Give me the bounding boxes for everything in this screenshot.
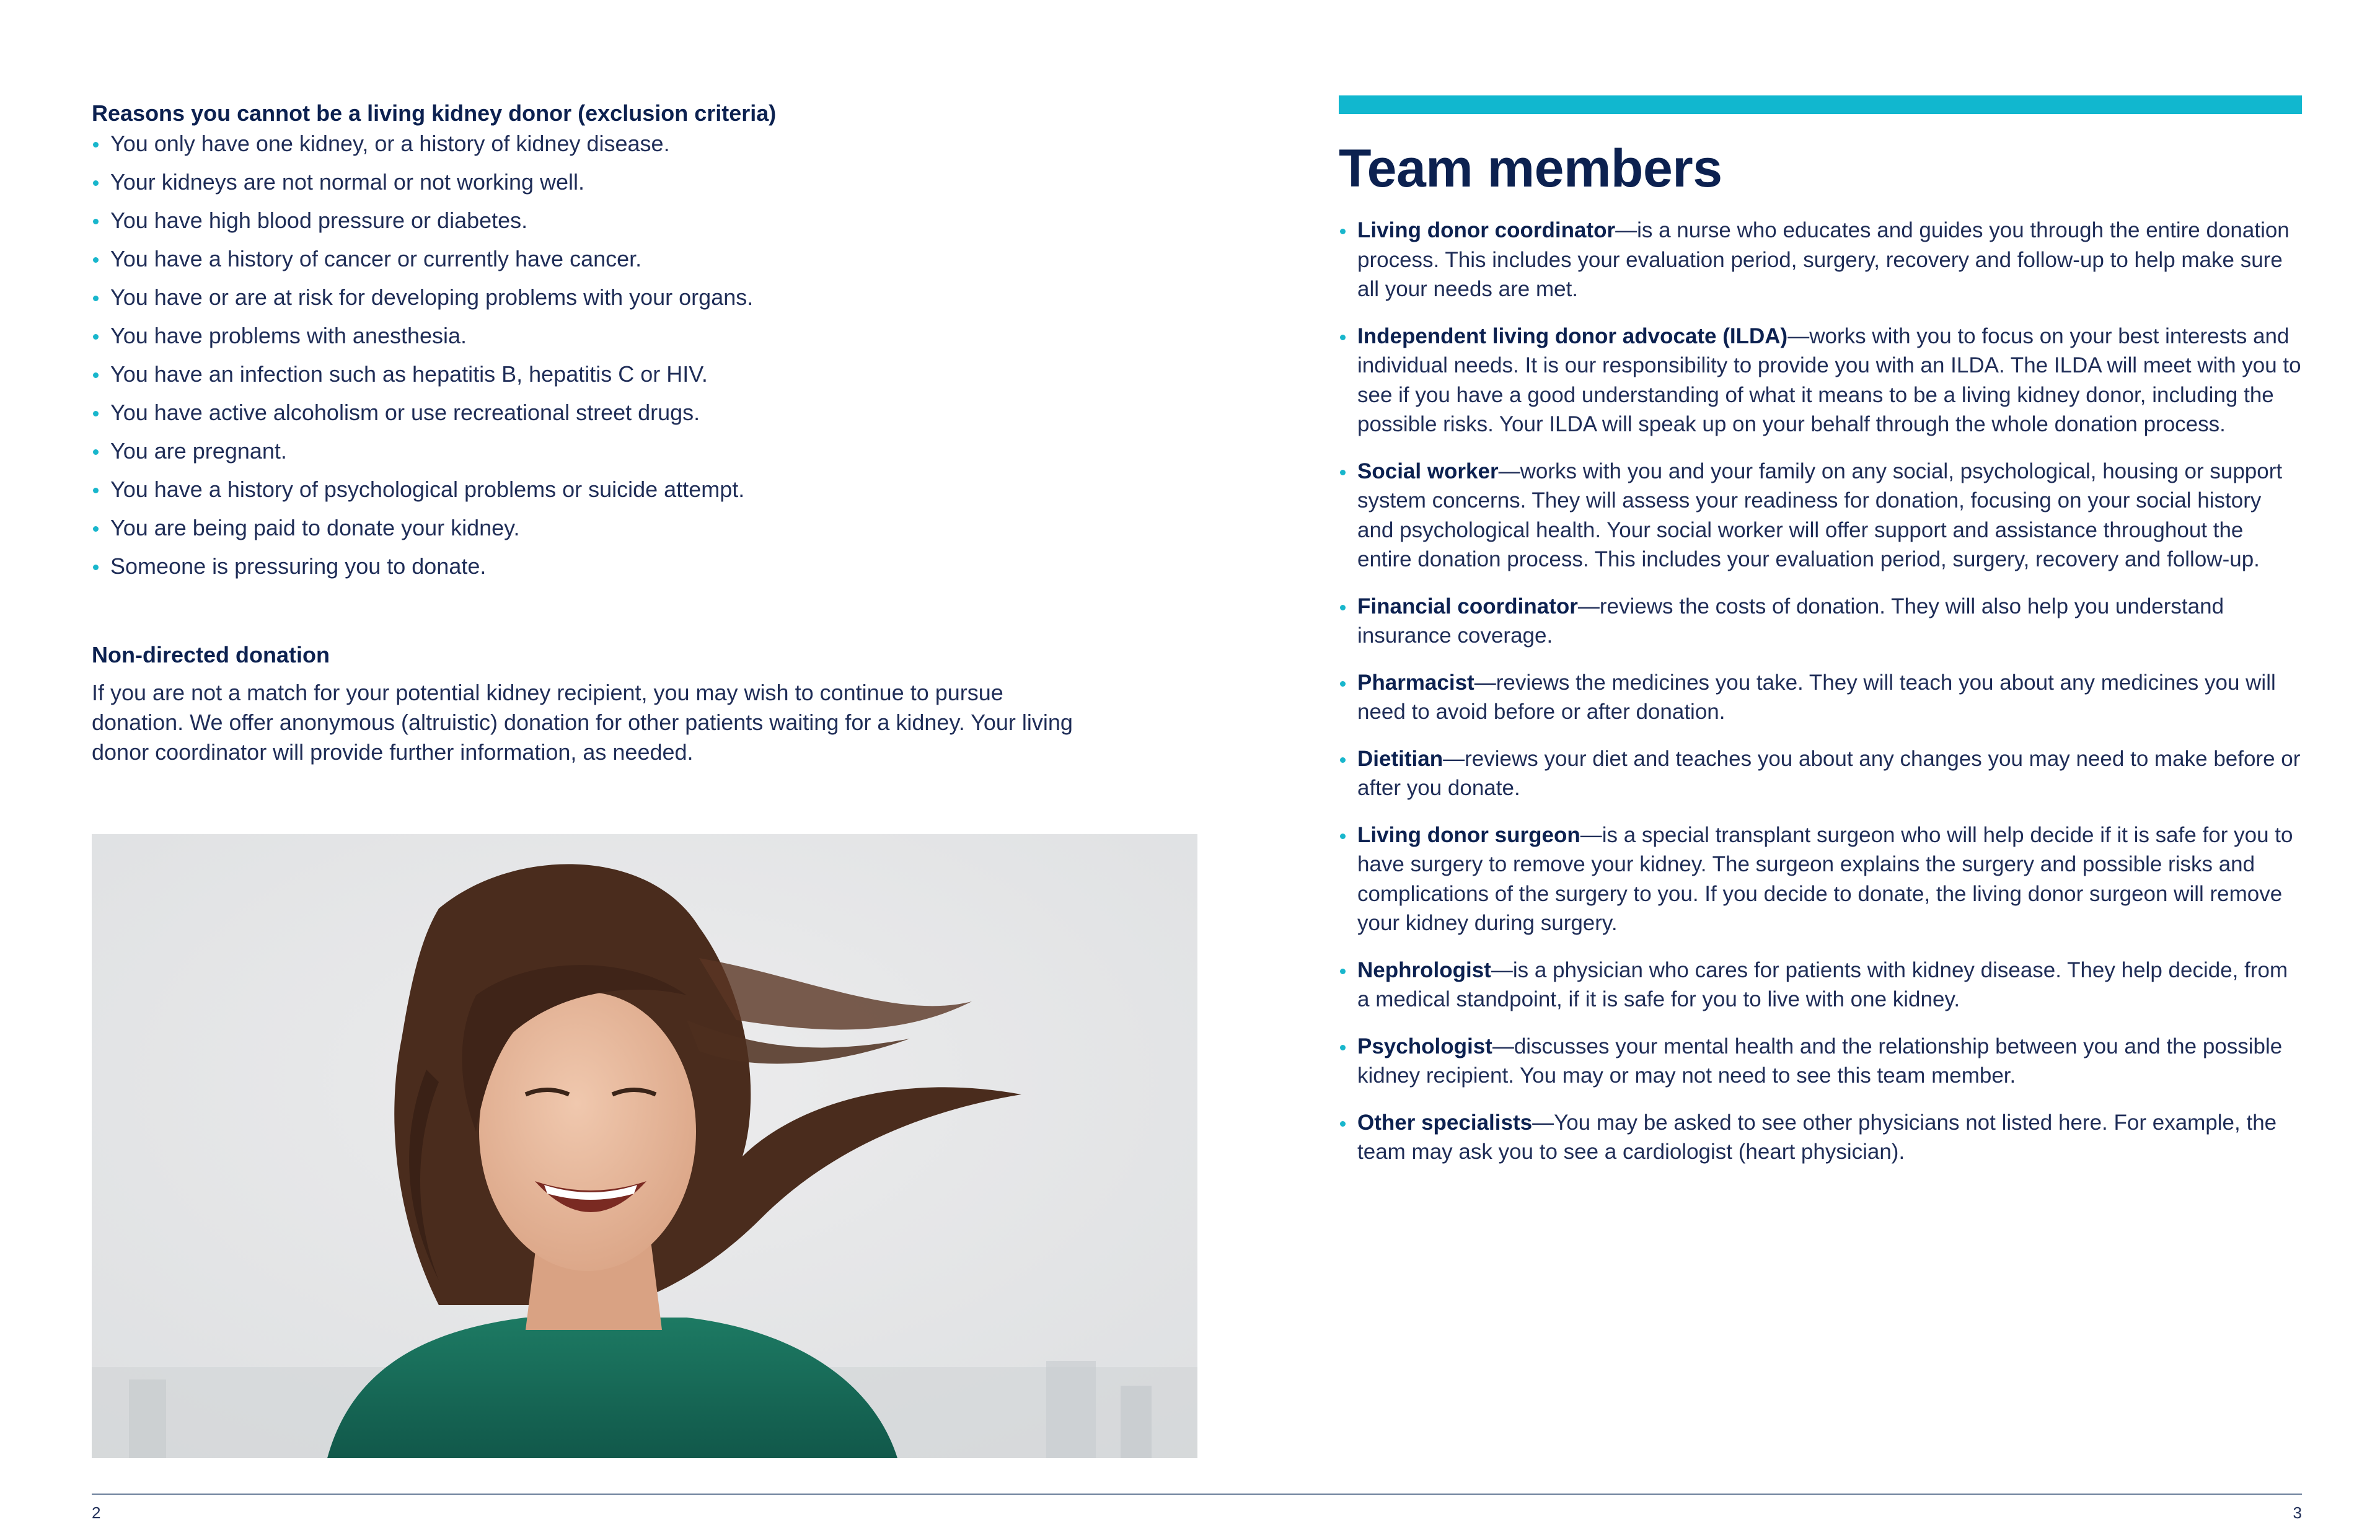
page-number-right: 3 — [2293, 1503, 2302, 1522]
list-item: You are being paid to donate your kidney. — [92, 513, 1207, 542]
team-member-item — [1339, 216, 2302, 304]
team-member-role: Nephrologist — [1357, 957, 1491, 982]
team-member-desc: —reviews the costs of donation. They will also help you understand insurance coverage. — [1357, 594, 2224, 648]
woman-laughing-photo — [92, 834, 1197, 1458]
list-item: You have a history of cancer or currently have cancer. — [92, 244, 1207, 273]
team-member-desc: —reviews your diet and teaches you about any changes you may need to make before or after you donate. — [1357, 746, 2301, 800]
list-item: You have or are at risk for developing problems with your organs. — [92, 283, 1207, 312]
list-item: You have a history of psychological problems or suicide attempt. — [92, 475, 1207, 504]
list-item: Your kidneys are not normal or not working well. — [92, 167, 1207, 196]
list-item: You have active alcoholism or use recreational street drugs. — [92, 398, 1207, 427]
photo-illustration — [92, 834, 1197, 1458]
team-member-desc: —reviews the medicines you take. They will teach you about any medicines you will need to avoid before or after donation. — [1357, 670, 2276, 724]
team-member-role: Living donor surgeon — [1357, 822, 1580, 847]
team-member-role: Other specialists — [1357, 1110, 1533, 1135]
nondirected-section — [92, 640, 1083, 767]
team-member-item — [1339, 821, 2302, 938]
team-member-desc: —You may be asked to see other physicians not listed here. For example, the team may ask you to see a cardiologist (heart physician). — [1357, 1110, 2277, 1164]
page-title: Team members — [1339, 139, 1722, 198]
exclusion-section — [92, 98, 1207, 590]
team-member-desc: —is a physician who cares for patients with kidney disease. They help decide, from a medical standpoint, if it is safe for you to live with one kidney. — [1357, 957, 2288, 1011]
team-member-desc: —discusses your mental health and the relationship between you and the possible kidney recipient. You may or may not need to see this team member. — [1357, 1034, 2283, 1088]
team-member-item — [1339, 592, 2302, 651]
team-member-role: Social worker — [1357, 459, 1499, 483]
team-member-item — [1339, 956, 2302, 1014]
team-member-item — [1339, 668, 2302, 727]
team-member-desc: —works with you and your family on any social, psychological, housing or support system concerns. They will assess your readiness for donation, focusing on your social history and psychological health. Your social worker will offer support and assistance throughout the entire donation process. This includes your evaluation period, surgery, recovery and follow-up. — [1357, 459, 2283, 571]
list-item: You have problems with anesthesia. — [92, 321, 1207, 350]
team-member-item — [1339, 457, 2302, 574]
page-number-left: 2 — [92, 1503, 101, 1522]
list-item: You are pregnant. — [92, 436, 1207, 465]
team-member-item — [1339, 322, 2302, 439]
team-member-role: Psychologist — [1357, 1034, 1492, 1058]
footer-divider — [92, 1494, 2302, 1495]
team-member-desc: —is a special transplant surgeon who will help decide if it is safe for you to have surgery to remove your kidney. The surgeon explains the surgery and possible risks and complications of the surgery to you. If you decide to donate, the living donor surgeon will remove your kidney during surgery. — [1357, 822, 2293, 935]
nondirected-heading: Non-directed donation — [92, 642, 330, 667]
team-member-item — [1339, 1108, 2302, 1167]
team-member-role: Pharmacist — [1357, 670, 1474, 695]
nondirected-body: If you are not a match for your potential kidney recipient, you may wish to continue to pursue donation. We offer anonymous (altruistic) donation for other patients waiting for a kidney. Your living donor coordinator will provide further information, as needed. — [92, 680, 1073, 765]
list-item: You have an infection such as hepatitis B, hepatitis C or HIV. — [92, 359, 1207, 389]
accent-bar — [1339, 95, 2302, 114]
team-member-role: Financial coordinator — [1357, 594, 1578, 618]
list-item: Someone is pressuring you to donate. — [92, 552, 1207, 581]
team-member-desc: —works with you to focus on your best interests and individual needs. It is our responsibility to provide you with an ILDA. The ILDA will meet with you to see if you have a good understanding of what it means to be a living kidney donor, including the possible risks. Your ILDA will speak up on your behalf through the whole donation process. — [1357, 323, 2301, 436]
exclusion-heading: Reasons you cannot be a living kidney donor (exclusion criteria) — [92, 100, 777, 126]
exclusion-list — [92, 129, 1207, 581]
team-member-role: Independent living donor advocate (ILDA) — [1357, 323, 1788, 348]
team-section — [1339, 95, 2302, 1184]
team-member-item — [1339, 744, 2302, 803]
team-member-item — [1339, 1032, 2302, 1091]
list-item: You have high blood pressure or diabetes. — [92, 206, 1207, 235]
team-member-role: Living donor coordinator — [1357, 218, 1616, 242]
list-item: You only have one kidney, or a history of kidney disease. — [92, 129, 1207, 158]
team-list — [1339, 216, 2302, 1167]
team-member-desc: —is a nurse who educates and guides you through the entire donation process. This includes your evaluation period, surgery, recovery and follow-up to help make sure all your needs are met. — [1357, 218, 2290, 301]
team-member-role: Dietitian — [1357, 746, 1443, 771]
